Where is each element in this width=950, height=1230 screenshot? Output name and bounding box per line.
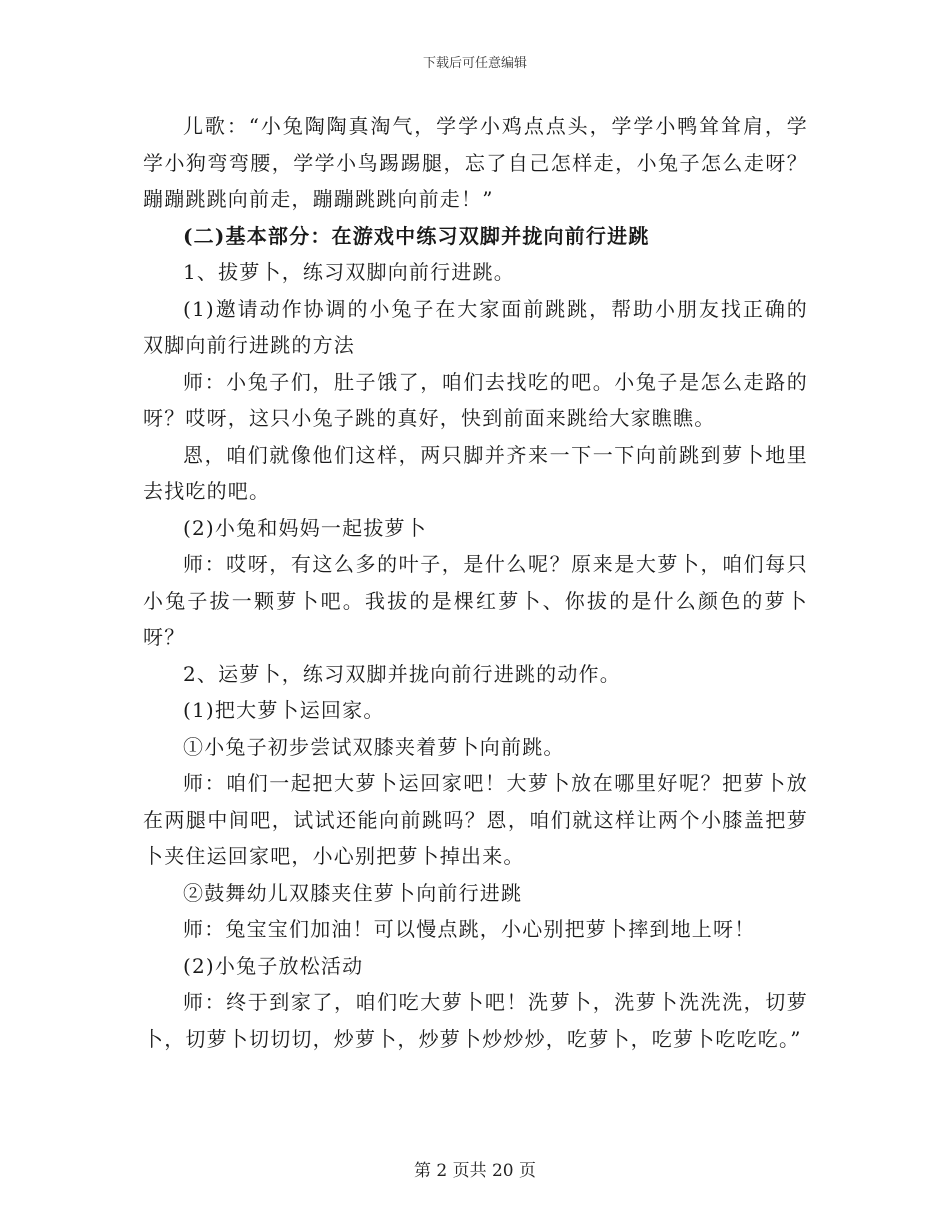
page-header: 下载后可任意编辑 [422, 56, 527, 71]
paragraph-step-2: ②鼓舞幼儿双膝夹住萝卜向前行进跳 [183, 880, 523, 905]
paragraph-teacher-5: 师：兔宝宝们加油！可以慢点跳，小心别把萝卜摔到地上呀！ [183, 917, 756, 941]
paragraph-teacher-3: 师：哎呀，有这么多的叶子，是什么呢？原来是大萝卜，咱们每只小兔子拔一颗萝卜吧。我拔的是棵红萝卜、你拔的是什么颜色的萝卜呀？ [143, 552, 808, 649]
section-heading-basic-part: (二)基本部分：在游戏中练习双脚并拢向前行进跳 [183, 223, 650, 248]
document-body [143, 108, 808, 1057]
paragraph-item-2: 2、运萝卜，练习双脚并拢向前行进跳的动作。 [183, 661, 621, 686]
paragraph-teacher-2: 恩，咱们就像他们这样，两只脚并齐来一下一下向前跳到萝卜地里去找吃的吧。 [143, 442, 808, 503]
paragraph-item-1-1: (1)邀请动作协调的小兔子在大家面前跳跳，帮助小朋友找正确的双脚向前行进跳的方法 [143, 296, 808, 357]
paragraph-item-1-2: (2)小兔和妈妈一起拔萝卜 [183, 515, 427, 540]
paragraph-teacher-6: 师：终于到家了，咱们吃大萝卜吧！洗萝卜，洗萝卜洗洗洗，切萝卜，切萝卜切切切，炒萝卜，炒萝卜炒炒炒，吃萝卜，吃萝卜吃吃吃。” [143, 990, 808, 1051]
paragraph-step-1: ①小兔子初步尝试双膝夹着萝卜向前跳。 [183, 734, 565, 759]
paragraph-teacher-1: 师：小兔子们，肚子饿了，咱们去找吃的吧。小兔子是怎么走路的呀？哎呀，这只小兔子跳的真好，快到前面来跳给大家瞧瞧。 [143, 369, 808, 430]
paragraph-item-2-1: (1)把大萝卜运回家。 [183, 698, 385, 722]
page-footer: 第 2 页共 20 页 [413, 1161, 537, 1181]
paragraph-item-2-2: (2)小兔子放松活动 [183, 953, 364, 978]
paragraph-teacher-4: 师：咱们一起把大萝卜运回家吧！大萝卜放在哪里好呢？把萝卜放在两腿中间吧，试试还能向前跳吗？恩，咱们就这样让两个小膝盖把萝卜夹住运回家吧，小心别把萝卜掉出来。 [143, 771, 808, 868]
paragraph-children-song: 儿歌：“小兔陶陶真淘气，学学小鸡点点头，学学小鸭耸耸肩，学学小狗弯弯腰，学学小鸟踢踢腿，忘了自己怎样走，小兔子怎么走呀？蹦蹦跳跳向前走，蹦蹦跳跳向前走！” [143, 114, 808, 211]
paragraph-item-1: 1、拔萝卜，练习双脚向前行进跳。 [183, 260, 515, 284]
